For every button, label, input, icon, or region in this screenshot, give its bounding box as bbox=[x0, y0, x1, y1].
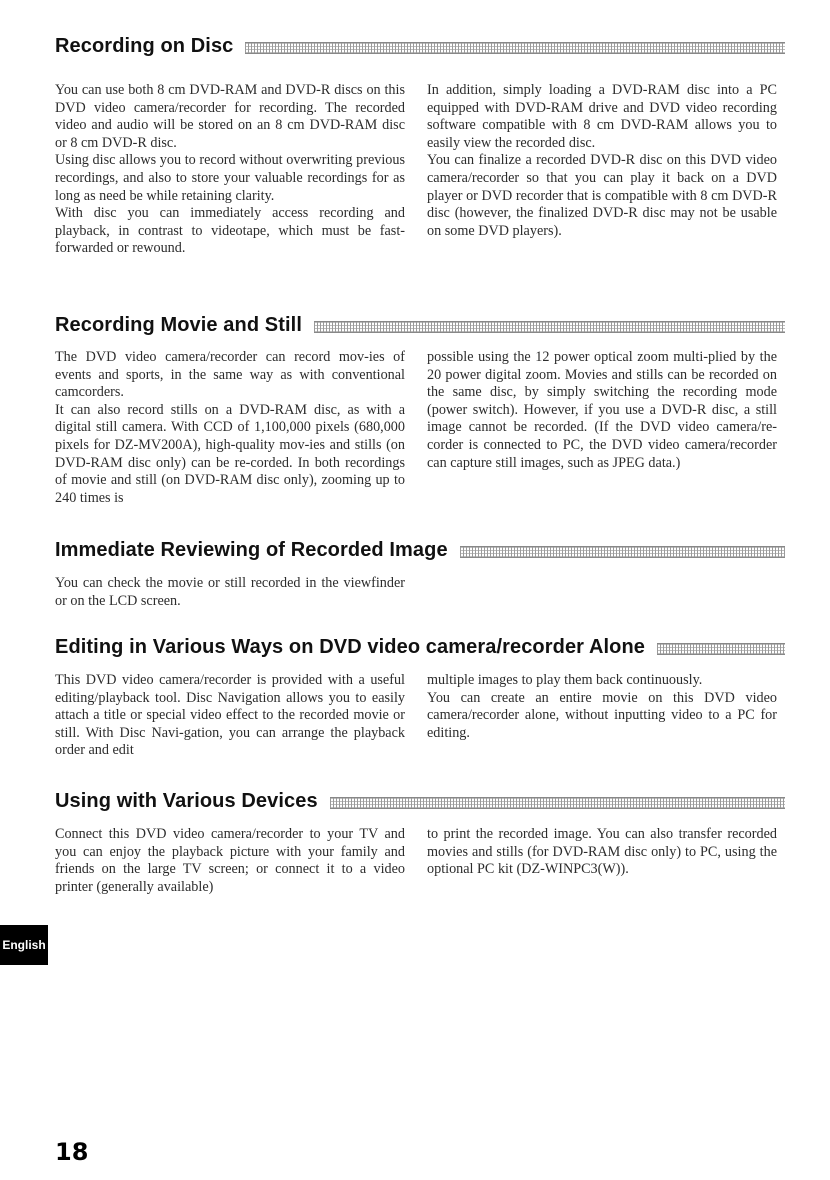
section-heading-editing bbox=[55, 633, 785, 661]
section-1-right-column bbox=[427, 82, 777, 240]
heading-rule bbox=[657, 643, 785, 655]
section-title: Recording on Disc bbox=[55, 34, 234, 57]
page-number: 18 bbox=[55, 1138, 89, 1166]
section-title: Editing in Various Ways on DVD video camera/recorder Alone bbox=[55, 635, 646, 658]
paragraph: You can create an entire movie on this DVD video camera/recorder alone, without inputting video to a PC for editing. bbox=[427, 689, 777, 741]
heading-rule bbox=[245, 42, 785, 54]
section-heading-recording-on-disc bbox=[55, 32, 785, 60]
section-4-left-column bbox=[55, 672, 405, 760]
section-5-left-column bbox=[55, 826, 405, 896]
paragraph: You can use both 8 cm DVD-RAM and DVD-R discs on this DVD video camera/recorder for recording. The recorded video and audio will be stored on an 8 cm DVD-RAM disc or 8 cm DVD-R disc. bbox=[55, 82, 405, 151]
paragraph: Connect this DVD video camera/recorder to your TV and you can enjoy the playback picture with your family and friends on the large TV screen; or connect it to a video printer (generally available) bbox=[55, 826, 405, 895]
paragraph: In addition, simply loading a DVD-RAM disc into a PC equipped with DVD-RAM drive and DVD video recording software compatible with 8 cm DVD-RAM allows you to easily view the recorded disc. bbox=[427, 82, 777, 151]
section-2-left-column bbox=[55, 349, 405, 507]
heading-rule bbox=[314, 321, 785, 333]
section-heading-recording-movie-and-still bbox=[55, 311, 785, 339]
paragraph: Using disc allows you to record without overwriting previous recordings, and also to store your valuable recordings for as long as need be while retaining clarity. bbox=[55, 152, 405, 204]
paragraph: possible using the 12 power optical zoom multi-plied by the 20 power digital zoom. Movies and stills can be recorded on the same disc, by simply switching the recording mode (power switch). However, if you use a DVD-R disc, a still image cannot be recorded. (If the DVD video camera/re-corder is connected to PC, the DVD video camera/recorder can capture still images, such as JPEG data.) bbox=[427, 349, 777, 471]
heading-rule bbox=[460, 546, 785, 558]
heading-rule bbox=[330, 797, 785, 809]
paragraph: It can also record stills on a DVD-RAM disc, as with a digital still camera. With CCD of 1,100,000 pixels (680,000 pixels for DZ-MV200A), high-quality mov-ies and stills (on DVD-RAM disc only) can be re-corded. In both recordings of movie and still (on DVD-RAM disc only), zooming up to 240 times is bbox=[55, 401, 405, 506]
language-tab: English bbox=[0, 925, 48, 965]
section-title: Immediate Reviewing of Recorded Image bbox=[55, 538, 448, 561]
section-heading-immediate-reviewing bbox=[55, 536, 785, 564]
section-5-right-column bbox=[427, 826, 777, 879]
section-4-right-column bbox=[427, 672, 777, 742]
paragraph: You can finalize a recorded DVD-R disc on this DVD video camera/recorder so that you can play it back on a DVD player or DVD recorder that is compatible with 8 cm DVD-R disc (however, the finalized DVD-R disc may not be usable on some DVD players). bbox=[427, 152, 777, 239]
paragraph: multiple images to play them back continuously. bbox=[427, 672, 703, 688]
paragraph: You can check the movie or still recorded in the viewfinder or on the LCD screen. bbox=[55, 575, 405, 609]
paragraph: to print the recorded image. You can also transfer recorded movies and stills (for DVD-RAM disc only) to PC, using the optional PC kit (DZ-WINPC3(W)). bbox=[427, 826, 777, 878]
paragraph: The DVD video camera/recorder can record mov-ies of events and sports, in the same way as with conventional camcorders. bbox=[55, 349, 405, 401]
section-2-right-column bbox=[427, 349, 777, 472]
section-title: Recording Movie and Still bbox=[55, 313, 302, 336]
section-3-left-column bbox=[55, 575, 405, 610]
section-title: Using with Various Devices bbox=[55, 789, 318, 812]
section-1-left-column bbox=[55, 82, 405, 258]
section-heading-using-with-various-devices bbox=[55, 787, 785, 815]
paragraph: This DVD video camera/recorder is provided with a useful editing/playback tool. Disc Navigation allows you to easily attach a title or special video effect to the recorded movie or still. With Disc Navi-gation, you can arrange the playback order and edit bbox=[55, 672, 405, 759]
paragraph: With disc you can immediately access recording and playback, in contrast to videotape, which must be fast-forwarded or rewound. bbox=[55, 205, 405, 257]
